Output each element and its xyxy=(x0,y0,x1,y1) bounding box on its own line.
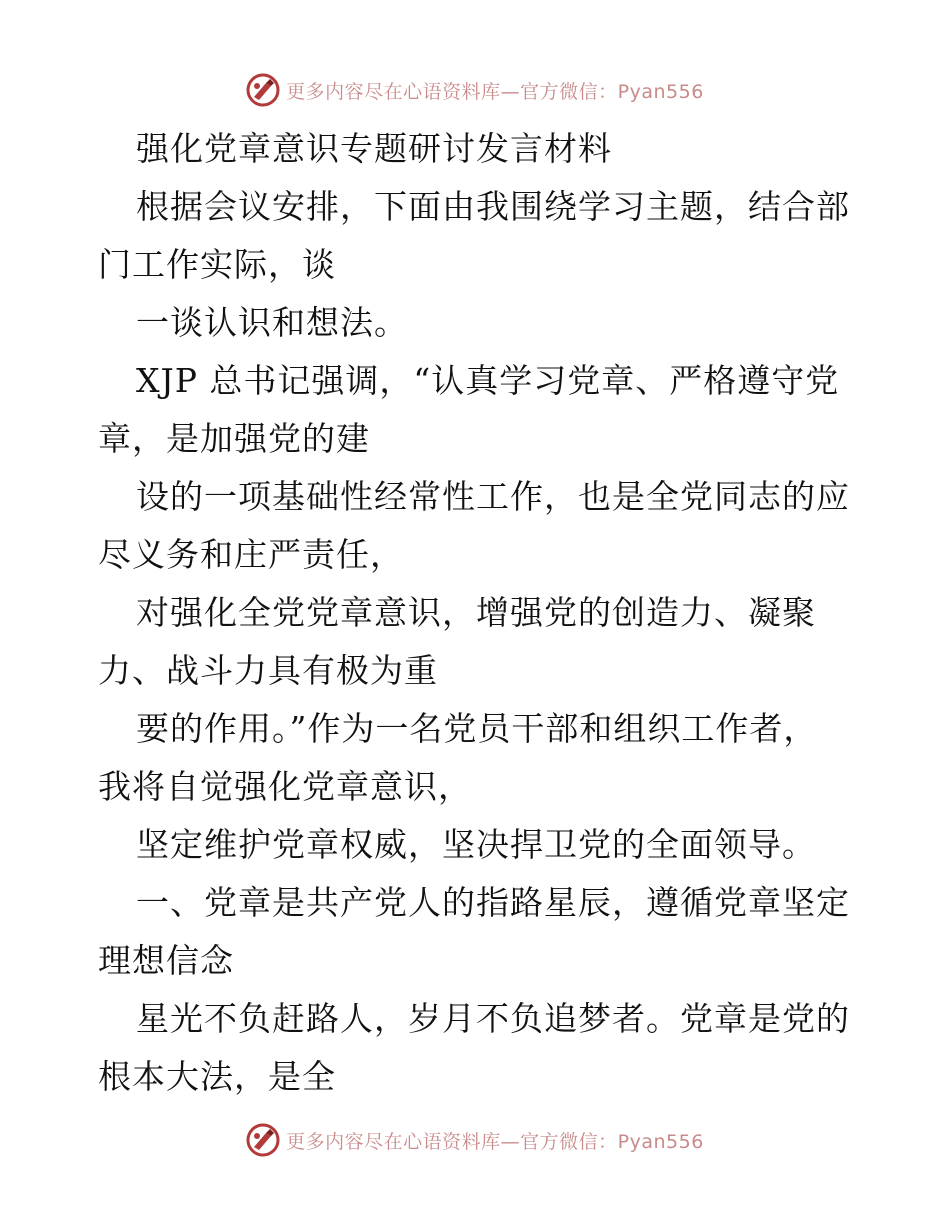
header-banner-text: 更多内容尽在心语资料库—官方微信：Pyan556 xyxy=(286,80,704,103)
paragraph-line: 星光不负赶路人，岁月不负追梦者。党章是党的 xyxy=(136,999,850,1038)
brand-logo-icon xyxy=(246,1123,280,1157)
paragraph-line: 我将自觉强化党章意识， xyxy=(98,767,472,806)
document-title: 强化党章意识专题研讨发言材料 xyxy=(136,129,612,168)
section-heading: 一、党章是共产党人的指路星辰，遵循党章坚定 xyxy=(136,883,850,922)
paragraph-line: 章，是加强党的建 xyxy=(98,419,370,458)
section-heading-continued: 理想信念 xyxy=(98,941,234,980)
paragraph-line: 一谈认识和想法。 xyxy=(136,303,408,342)
paragraph-line: XJP 总书记强调，“认真学习党章、严格遵守党 xyxy=(136,361,840,400)
paragraph-line: 坚定维护党章权威，坚决捍卫党的全面领导。 xyxy=(136,825,816,864)
brand-logo-icon xyxy=(246,73,280,107)
paragraph-line: 要的作用。”作为一名党员干部和组织工作者， xyxy=(136,709,818,748)
paragraph-line: 设的一项基础性经常性工作，也是全党同志的应 xyxy=(136,477,850,516)
paragraph-line: 根本大法，是全 xyxy=(98,1057,336,1096)
paragraph-line: 门工作实际，谈 xyxy=(98,245,336,284)
footer-banner-text: 更多内容尽在心语资料库—官方微信：Pyan556 xyxy=(286,1130,704,1153)
paragraph-line: 力、战斗力具有极为重 xyxy=(98,651,438,690)
footer-banner xyxy=(0,1118,950,1162)
paragraph-line: 根据会议安排，下面由我围绕学习主题，结合部 xyxy=(136,187,850,226)
header-banner xyxy=(0,68,950,112)
document-body xyxy=(98,120,858,1106)
paragraph-line: 对强化全党党章意识，增强党的创造力、凝聚 xyxy=(136,593,816,632)
paragraph-line: 尽义务和庄严责任， xyxy=(98,535,404,574)
